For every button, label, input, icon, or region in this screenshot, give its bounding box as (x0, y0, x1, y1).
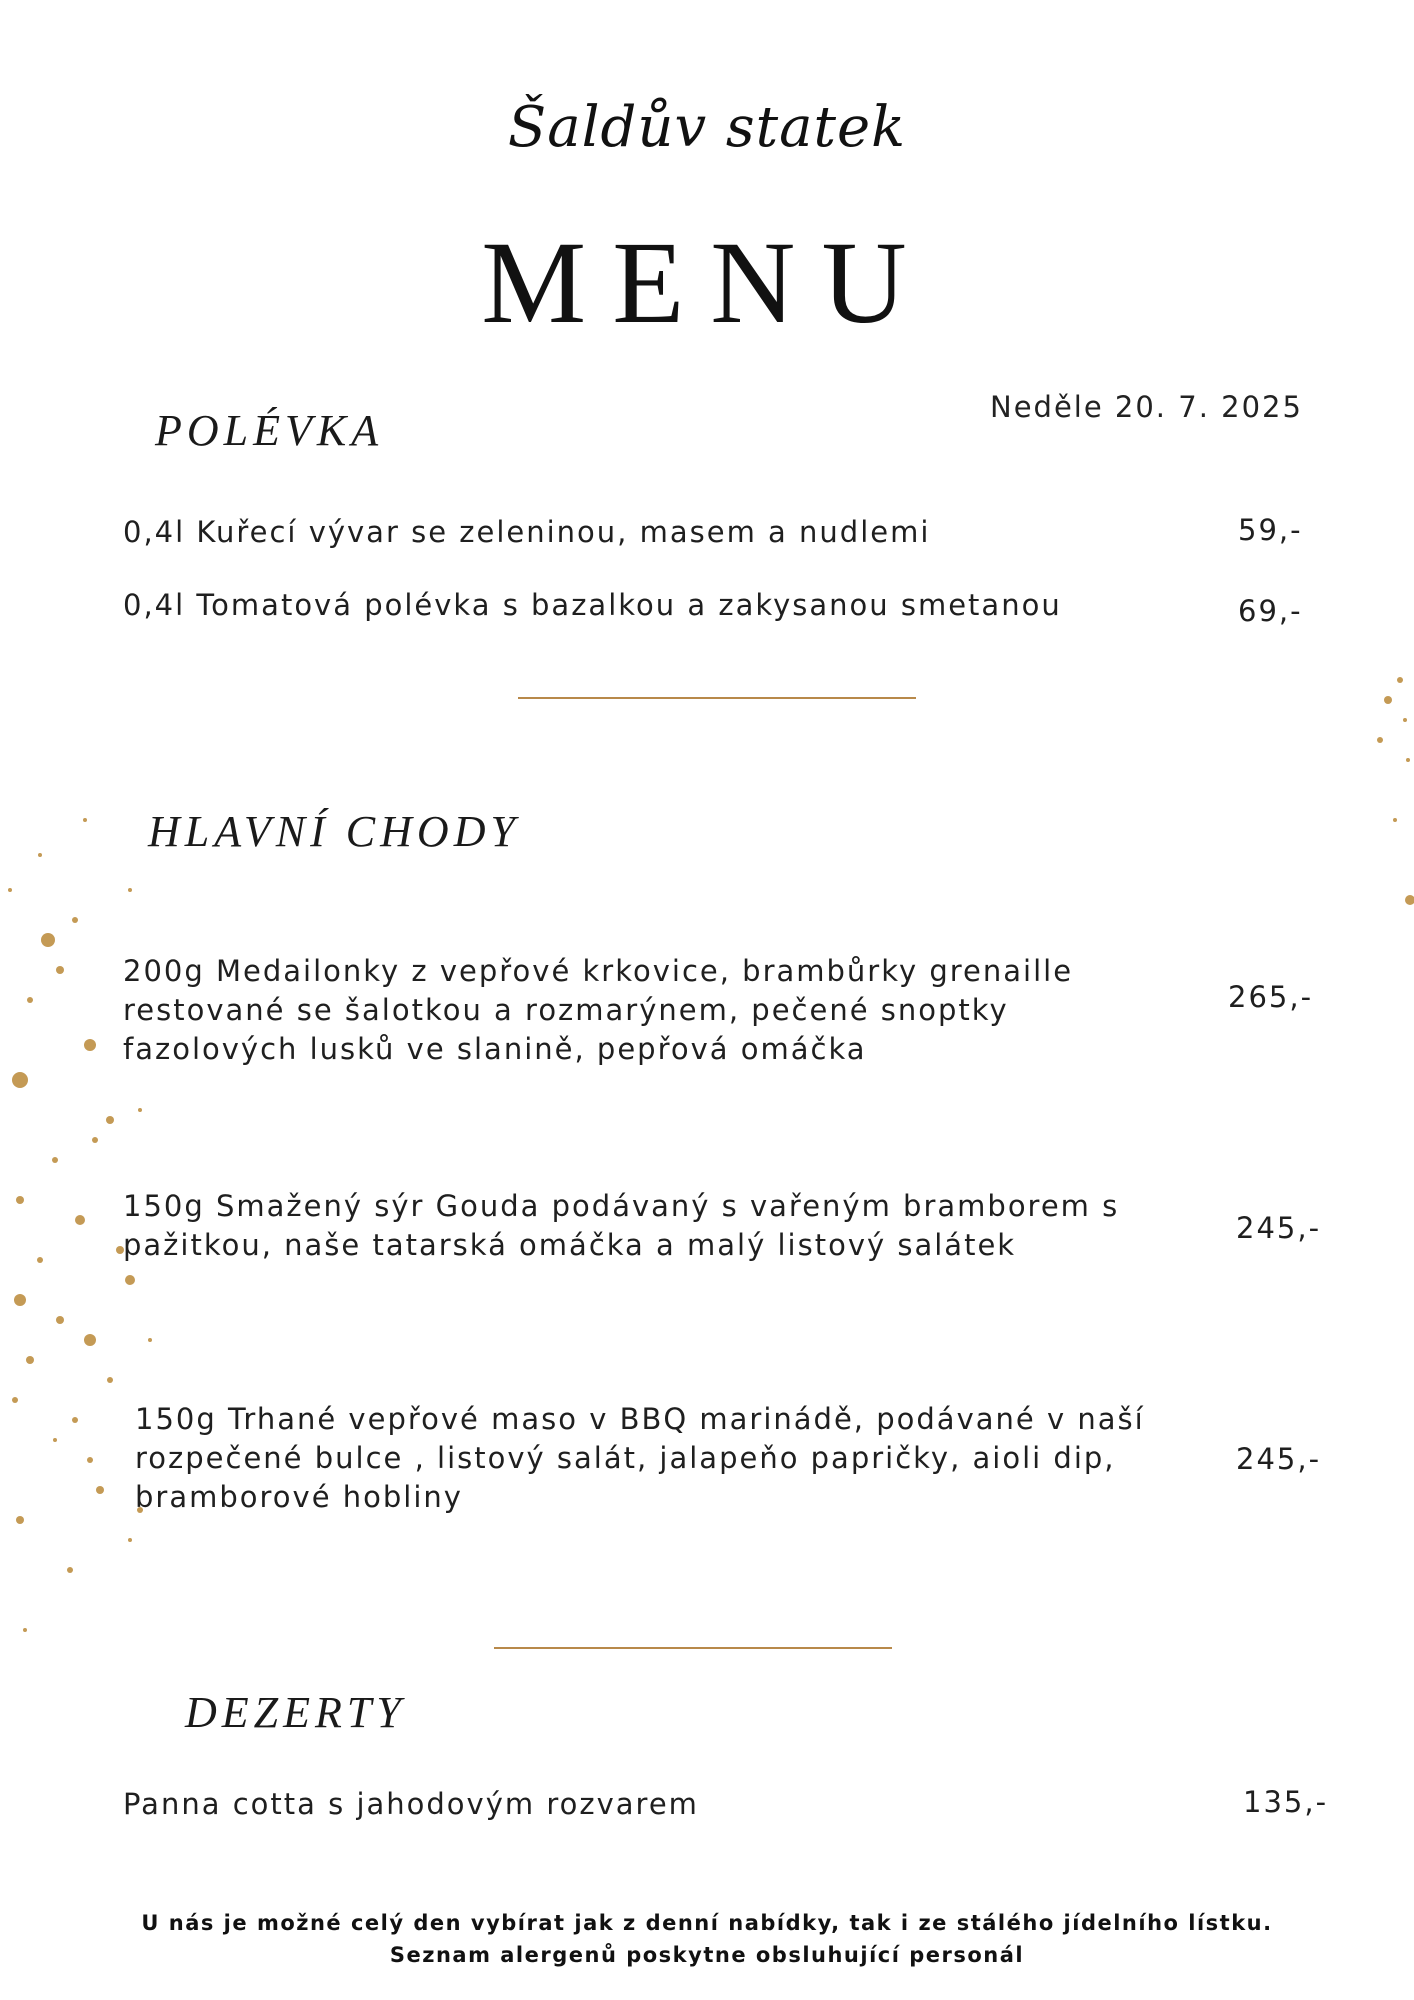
section-divider (518, 697, 916, 699)
brand-name: Šaldův statek (507, 95, 907, 160)
menu-item-name: 200g Medailonky z vepřové krkovice, brambůrky grenaille restované se šalotkou a rozmarýnem, pečené snoptky fazolových lusků ve slanině, pepřová omáčka (123, 954, 1074, 1066)
section-divider (494, 1647, 892, 1649)
footer-note (0, 1907, 1414, 1971)
menu-item-price: 265,- (1228, 980, 1314, 1014)
section-title-desserts: DEZERTY (185, 1688, 406, 1737)
footer-line-1: U nás je možné celý den vybírat jak z denní nabídky, tak i ze stálého jídelního lístku. (141, 1911, 1273, 1935)
menu-item-name: Panna cotta s jahodovým rozvarem (123, 1787, 699, 1821)
menu-item-price: 245,- (1236, 1442, 1322, 1476)
menu-item-price: 59,- (1238, 513, 1303, 547)
section-title-soups: POLÉVKA (155, 406, 384, 455)
menu-date: Neděle 20. 7. 2025 (990, 390, 1303, 424)
menu-item-price: 245,- (1236, 1211, 1322, 1245)
menu-item-name: 0,4l Tomatová polévka s bazalkou a zakysanou smetanou (123, 588, 1062, 622)
menu-item-name: 0,4l Kuřecí vývar se zeleninou, masem a nudlemi (123, 515, 931, 549)
footer-line-2: Seznam alergenů poskytne obsluhující personál (389, 1943, 1025, 1967)
menu-item-name: 150g Trhané vepřové maso v BBQ marinádě, podávané v naší rozpečené bulce , listový salát, jalapeňo papričky, aioli dip, bramborové hobliny (135, 1402, 1145, 1514)
menu-item-price: 69,- (1238, 594, 1303, 628)
menu-item-name: 150g Smažený sýr Gouda podávaný s vařeným bramborem s pažitkou, naše tatarská omáčka a malý listový salátek (123, 1189, 1120, 1262)
section-title-mains: HLAVNÍ CHODY (148, 807, 520, 856)
gold-speckles-decoration-right (1360, 660, 1414, 920)
menu-title: MENU (481, 217, 933, 348)
menu-item-price: 135,- (1243, 1785, 1329, 1819)
